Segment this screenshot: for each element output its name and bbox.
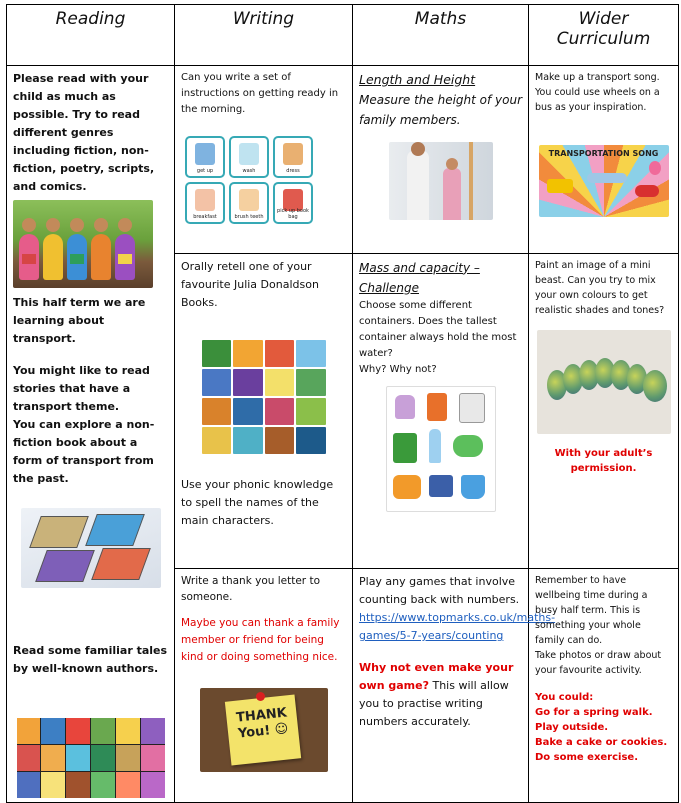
reading-nonfiction: You can explore a non-fiction book about a form of transport from the past. — [13, 418, 155, 485]
measuring-height-photo — [389, 142, 493, 220]
mass-title: Mass and capacity – Challenge — [359, 260, 480, 295]
thank-you-note-image: THANK You! ☺ — [200, 688, 328, 772]
containers-image — [386, 386, 496, 512]
maths-length-cell — [353, 66, 529, 254]
book-covers-collage — [17, 718, 165, 798]
children-reading-photo — [13, 200, 153, 288]
paint-task: Paint an image of a mini beast. Can you try to mix your own colours to get realistic shades and tones? — [535, 259, 665, 316]
homework-grid — [6, 4, 679, 803]
photos-text: Take photos or draw about your favourite activity. — [535, 650, 662, 677]
reading-transport: This half term we are learning about transport. — [13, 296, 146, 345]
routine-card-dress: dress — [273, 136, 313, 178]
reading-cell — [7, 66, 175, 803]
reading-intro: Please read with your child as much as possible. Try to read different genres including fiction, non-fiction, poetry, scripts, and comics. — [13, 72, 155, 193]
permission-note: With your adult’s permission. — [554, 447, 653, 474]
idea-item: Do some exercise. — [535, 752, 638, 764]
writing-retell-cell — [175, 253, 353, 569]
games-task: Play any games that involve counting back with numbers. — [359, 575, 520, 607]
reading-stories: You might like to read stories that have a transport theme. — [13, 364, 150, 413]
writing-instructions-cell — [175, 66, 353, 254]
routine-card-breakfast: breakfast — [185, 182, 225, 224]
transportation-song-image: TRANSPORTATION SONG — [539, 145, 669, 217]
header-maths: Maths — [353, 5, 529, 66]
board-games-photo — [21, 508, 161, 588]
caterpillar-painting-image — [537, 330, 671, 434]
header-row — [7, 5, 679, 66]
own-game-text — [359, 659, 522, 731]
writing-thank-you: Write a thank you letter to someone. — [181, 575, 321, 604]
mass-task: Choose some different containers. Does the tallest container always hold the most water? — [359, 299, 517, 359]
routine-card-get-up: get up — [185, 136, 225, 178]
maths-mass-cell — [353, 253, 529, 569]
header-reading: Reading — [7, 5, 175, 66]
wider-paint-cell — [529, 253, 679, 569]
julia-donaldson-books-image — [202, 340, 326, 454]
maths-games-cell — [353, 569, 556, 803]
morning-routine-cards — [185, 136, 346, 224]
header-wider-curriculum: Wider Curriculum — [529, 5, 679, 66]
own-game-red: Why not even make your own game? — [359, 661, 514, 693]
you-could-label: You could: — [535, 692, 594, 704]
writing-retell: Orally retell one of your favourite Julia Donaldson Books. — [181, 259, 319, 309]
routine-card-wash: wash — [229, 136, 269, 178]
length-task: Measure the height of your family members. — [359, 93, 523, 127]
routine-card-brush-teeth: brush teeth — [229, 182, 269, 224]
mass-why: Why? Why not? — [359, 363, 437, 375]
own-game-rest: This will allow you to practise writing numbers accurately. — [359, 679, 509, 729]
reading-tales: Read some familiar tales by well-known authors. — [13, 644, 168, 675]
idea-item: Play outside. — [535, 722, 609, 734]
writing-instructions: Can you write a set of instructions on getting ready in the morning. — [181, 72, 339, 115]
length-title: Length and Height — [359, 72, 476, 87]
header-writing: Writing — [175, 5, 353, 66]
writing-phonics: Use your phonic knowledge to spell the names of the main characters. — [181, 477, 334, 527]
writing-thank-family: Maybe you can thank a family member or friend for being kind or doing something nice. — [181, 617, 340, 664]
wider-wellbeing-cell — [529, 569, 679, 803]
song-task: Make up a transport song. You could use wheels on a bus as your inspiration. — [535, 72, 660, 113]
topmarks-link[interactable]: https://www.topmarks.co.uk/maths-games/5-7-years/counting — [359, 611, 556, 643]
row-1 — [7, 66, 679, 254]
idea-item: Bake a cake or cookies. — [535, 737, 668, 749]
wellbeing-text: Remember to have wellbeing time during a busy half term. This is something your whole family can do. — [535, 575, 648, 647]
pin-icon — [256, 692, 265, 701]
idea-item: Go for a spring walk. — [535, 707, 653, 719]
writing-thanks-cell — [175, 569, 353, 803]
wider-song-cell — [529, 66, 679, 254]
routine-card-book-bag: pick up book bag — [273, 182, 313, 224]
